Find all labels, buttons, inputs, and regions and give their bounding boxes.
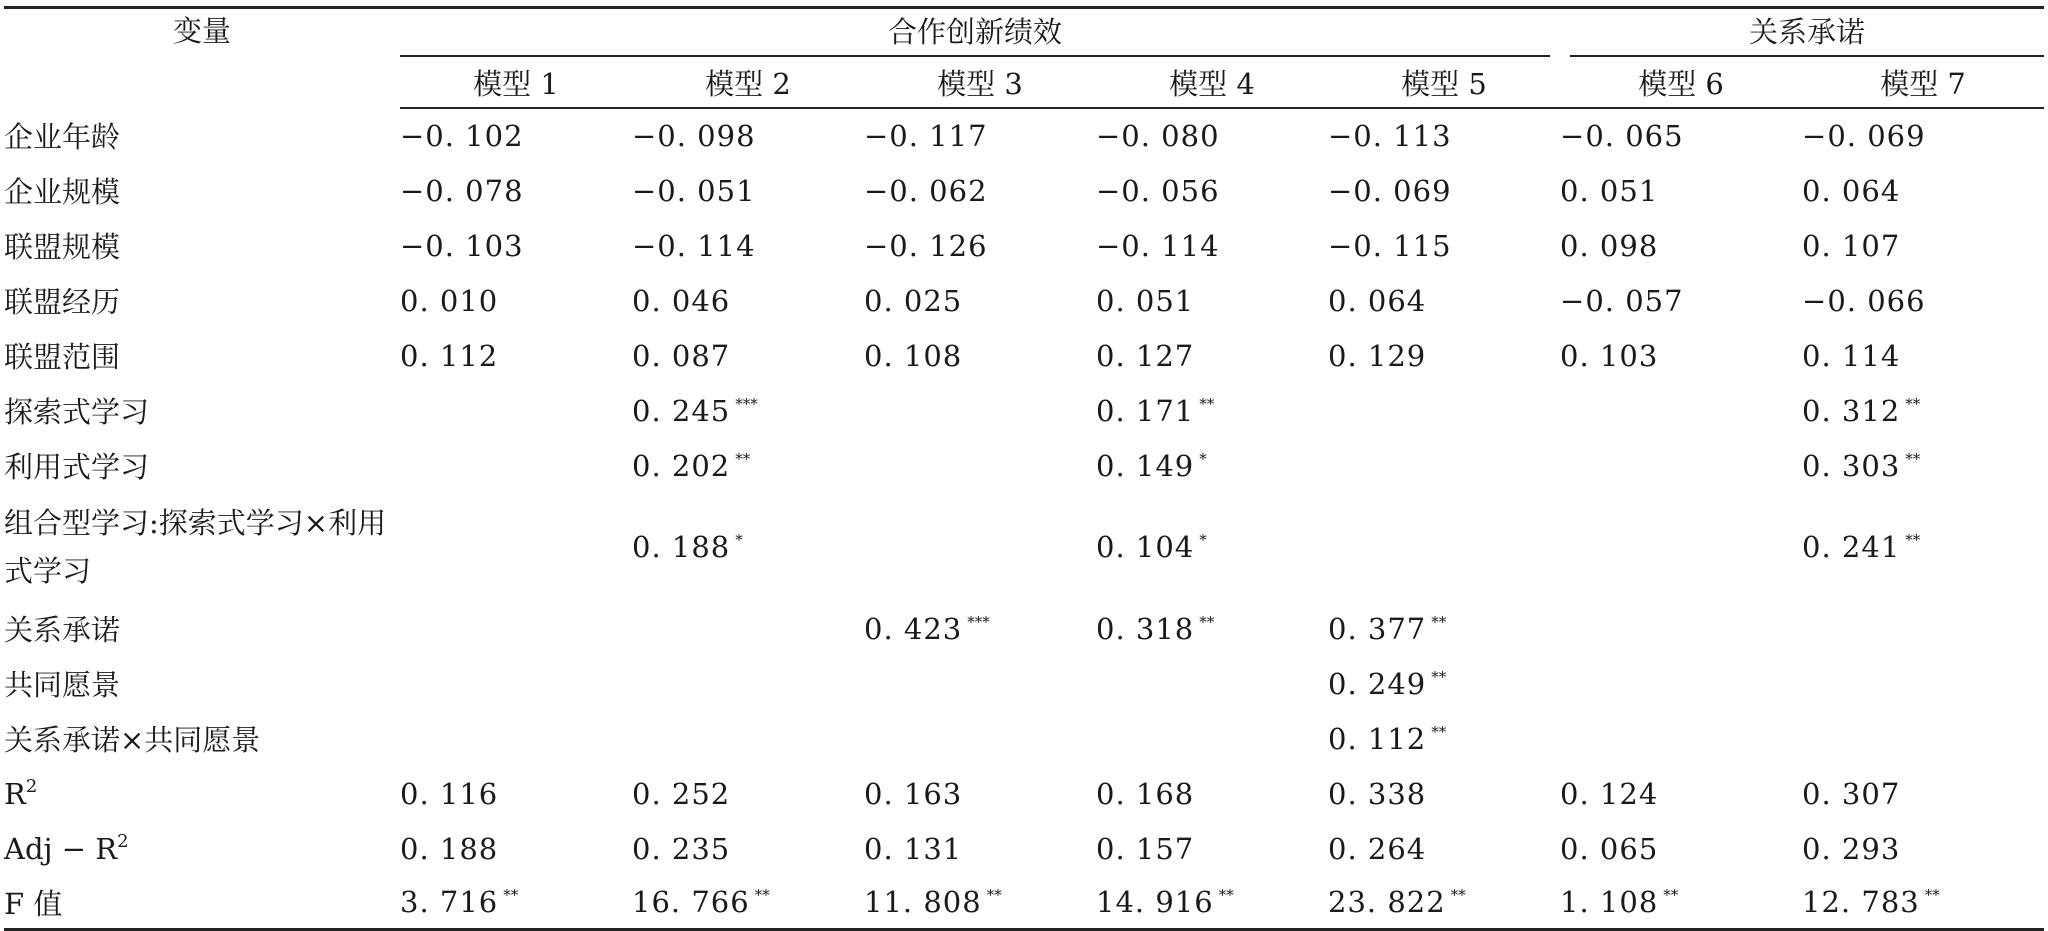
coefficient-value: −0. 080 <box>1096 119 1220 153</box>
coefficient-value: −0. 051 <box>632 173 756 208</box>
coefficient-value: 0. 235 <box>632 831 731 866</box>
table-row <box>4 383 2044 438</box>
table-cell <box>1328 656 1560 711</box>
coefficient-value: 0. 065 <box>1560 831 1659 866</box>
table-cell <box>1096 218 1328 273</box>
row-label-text: 探索式学习 <box>4 395 150 429</box>
coefficient-value: 0. 127 <box>1096 338 1195 373</box>
group-header-commitment <box>1560 8 2044 58</box>
table-cell <box>400 273 632 328</box>
regression-table <box>4 6 2044 931</box>
coefficient-value: −0. 113 <box>1328 119 1452 153</box>
table-row <box>4 821 2044 876</box>
coefficient-value: 3. 716 <box>400 885 499 919</box>
coefficient-value: 0. 104 <box>1096 530 1195 564</box>
significance-marker: ** <box>1450 886 1466 904</box>
coefficient-value: 0. 149 <box>1096 448 1195 483</box>
significance-marker: ** <box>1905 394 1921 413</box>
coefficient-value: 12. 783 <box>1802 885 1920 919</box>
table-cell <box>1328 601 1560 656</box>
table-cell <box>400 163 632 218</box>
table-cell <box>1560 656 1802 711</box>
table-cell <box>1802 766 2044 821</box>
table-cell <box>400 821 632 876</box>
table-cell <box>1328 876 1560 930</box>
coefficient-value: 0. 249 <box>1328 666 1427 701</box>
table-cell <box>1560 218 1802 273</box>
row-label <box>4 876 400 930</box>
table-cell <box>1802 656 2044 711</box>
table-cell <box>1802 218 2044 273</box>
table-row <box>4 601 2044 656</box>
coefficient-value: 0. 051 <box>1560 173 1659 208</box>
table-cell <box>632 876 864 930</box>
table-cell <box>864 218 1096 273</box>
coefficient-value: −0. 065 <box>1560 119 1684 153</box>
row-label <box>4 163 400 218</box>
row-label-text: 关系承诺×共同愿景 <box>4 723 261 757</box>
table-cell <box>864 438 1096 493</box>
table-cell <box>1096 766 1328 821</box>
table-cell <box>1096 328 1328 383</box>
coefficient-value: 0. 107 <box>1802 228 1901 263</box>
table-cell <box>400 328 632 383</box>
coefficient-value: 0. 025 <box>864 283 963 318</box>
table-cell <box>1328 273 1560 328</box>
coefficient-value: 0. 188 <box>632 530 731 564</box>
table-cell <box>1560 438 1802 493</box>
row-label-text: 组合型学习:探索式学习×利用式学习 <box>4 506 387 588</box>
table-cell <box>1096 656 1328 711</box>
table-row <box>4 711 2044 766</box>
coefficient-value: −0. 069 <box>1802 119 1926 153</box>
table-cell <box>1802 438 2044 493</box>
table-cell <box>864 163 1096 218</box>
group-header-row <box>4 8 2044 58</box>
table-cell <box>632 711 864 766</box>
table-cell <box>400 656 632 711</box>
model-header-1: 模型 1 <box>400 57 632 108</box>
significance-marker: ** <box>1431 722 1447 741</box>
table-cell <box>1096 108 1328 163</box>
coefficient-value: −0. 062 <box>864 173 988 208</box>
coefficient-value: −0. 057 <box>1560 283 1684 318</box>
table-cell <box>1096 383 1328 438</box>
table-cell <box>632 108 864 163</box>
table-cell <box>1802 108 2044 163</box>
table-cell <box>864 273 1096 328</box>
coefficient-value: 0. 064 <box>1802 173 1901 208</box>
model-header-4: 模型 4 <box>1096 57 1328 108</box>
table-cell <box>1328 821 1560 876</box>
table-cell <box>1802 383 2044 438</box>
group-header-innovation <box>400 8 1560 58</box>
table-cell <box>1560 273 1802 328</box>
coefficient-value: 0. 046 <box>632 283 731 318</box>
row-label-text: R <box>4 777 26 811</box>
row-label-superscript: 2 <box>25 776 38 797</box>
table-row <box>4 218 2044 273</box>
table-cell <box>1328 108 1560 163</box>
table-cell <box>1560 601 1802 656</box>
significance-marker: ** <box>1199 394 1215 413</box>
coefficient-value: 0. 103 <box>1560 338 1659 373</box>
table-cell <box>1802 711 2044 766</box>
coefficient-value: −0. 126 <box>864 228 988 263</box>
table-cell <box>1802 601 2044 656</box>
coefficient-value: 0. 163 <box>864 776 963 811</box>
table-cell <box>1802 328 2044 383</box>
coefficient-value: 0. 171 <box>1096 393 1195 428</box>
row-label <box>4 438 400 493</box>
coefficient-value: 0. 112 <box>400 338 499 373</box>
table-cell <box>1560 163 1802 218</box>
row-label-text: 利用式学习 <box>4 450 150 484</box>
row-label <box>4 711 400 766</box>
row-label <box>4 328 400 383</box>
table-cell <box>1328 711 1560 766</box>
table-cell <box>1328 163 1560 218</box>
table-cell <box>864 493 1096 601</box>
coefficient-value: 0. 124 <box>1560 776 1659 811</box>
variable-header: 变量 <box>172 14 231 48</box>
significance-marker: ** <box>1431 667 1447 686</box>
coefficient-value: 0. 129 <box>1328 338 1427 373</box>
coefficient-value: 0. 087 <box>632 338 731 373</box>
table-cell <box>1328 766 1560 821</box>
coefficient-value: 0. 318 <box>1096 611 1195 646</box>
table-cell <box>1096 493 1328 601</box>
table-cell <box>1560 876 1802 930</box>
table-body <box>4 108 2044 930</box>
coefficient-value: 16. 766 <box>632 885 750 919</box>
table-cell <box>400 493 632 601</box>
table-cell <box>864 821 1096 876</box>
table-cell <box>864 108 1096 163</box>
coefficient-value: −0. 102 <box>400 119 524 153</box>
table-cell <box>1096 601 1328 656</box>
table-row <box>4 876 2044 930</box>
coefficient-value: −0. 114 <box>1096 228 1220 263</box>
table-cell <box>1328 493 1560 601</box>
row-label-text: 联盟规模 <box>4 230 121 264</box>
table-cell <box>632 438 864 493</box>
coefficient-value: −0. 115 <box>1328 228 1452 263</box>
coefficient-value: 0. 116 <box>400 776 499 811</box>
row-label <box>4 383 400 438</box>
coefficient-value: −0. 056 <box>1096 173 1220 208</box>
coefficient-value: 0. 312 <box>1802 393 1901 428</box>
table-cell <box>400 218 632 273</box>
table-cell <box>1328 438 1560 493</box>
row-label <box>4 601 400 656</box>
coefficient-value: 0. 307 <box>1802 776 1901 811</box>
table-cell <box>632 766 864 821</box>
significance-marker: ** <box>986 886 1002 904</box>
coefficient-value: 0. 245 <box>632 393 731 428</box>
table-cell <box>1560 821 1802 876</box>
table-row <box>4 438 2044 493</box>
row-label <box>4 766 400 821</box>
coefficient-value: 1. 108 <box>1560 885 1659 919</box>
group-header-commitment-label: 关系承诺 <box>1570 10 2044 57</box>
table-cell <box>1096 273 1328 328</box>
table-cell <box>1802 273 2044 328</box>
significance-marker: ** <box>1431 612 1447 631</box>
table-cell <box>1560 108 1802 163</box>
significance-marker: ** <box>1905 449 1921 468</box>
row-label-text: 联盟范围 <box>4 340 121 374</box>
row-label-text: 关系承诺 <box>4 613 121 647</box>
row-label-text: 共同愿景 <box>4 668 121 702</box>
coefficient-value: 0. 168 <box>1096 776 1195 811</box>
row-label <box>4 493 400 601</box>
table-cell <box>1096 438 1328 493</box>
significance-marker: ** <box>1663 886 1679 904</box>
table-cell <box>1328 328 1560 383</box>
table-cell <box>632 601 864 656</box>
table-cell <box>864 711 1096 766</box>
table-cell <box>864 383 1096 438</box>
table-cell <box>864 876 1096 930</box>
coefficient-value: 0. 377 <box>1328 611 1427 646</box>
significance-marker: ** <box>735 449 751 468</box>
table-cell <box>1560 328 1802 383</box>
table-cell <box>400 601 632 656</box>
model-header-7: 模型 7 <box>1802 57 2044 108</box>
coefficient-value: −0. 066 <box>1802 283 1926 318</box>
table-cell <box>1560 493 1802 601</box>
table-cell <box>400 438 632 493</box>
coefficient-value: 0. 010 <box>400 283 499 318</box>
row-label-superscript: 2 <box>117 831 129 852</box>
coefficient-value: −0. 117 <box>864 119 988 153</box>
table-cell <box>1096 163 1328 218</box>
table-cell <box>400 383 632 438</box>
row-label <box>4 273 400 328</box>
coefficient-value: 0. 157 <box>1096 831 1195 866</box>
table-cell <box>400 876 632 930</box>
table-cell <box>864 656 1096 711</box>
table-row <box>4 493 2044 601</box>
coefficient-value: 23. 822 <box>1328 885 1446 919</box>
row-label-text: 企业规模 <box>4 175 121 209</box>
regression-table-wrap <box>0 6 2048 931</box>
coefficient-value: 0. 064 <box>1328 283 1427 318</box>
coefficient-value: 0. 131 <box>864 831 963 866</box>
coefficient-value: 0. 293 <box>1802 831 1901 866</box>
table-cell <box>1802 821 2044 876</box>
table-cell <box>400 766 632 821</box>
significance-marker: * <box>1199 449 1207 468</box>
coefficient-value: −0. 098 <box>632 119 756 153</box>
significance-marker: ** <box>1218 886 1234 904</box>
table-cell <box>1328 218 1560 273</box>
coefficient-value: −0. 114 <box>632 228 756 263</box>
table-row <box>4 766 2044 821</box>
model-header-5: 模型 5 <box>1328 57 1560 108</box>
significance-marker: ** <box>754 886 770 904</box>
significance-marker: ** <box>1905 531 1921 549</box>
table-cell <box>1096 821 1328 876</box>
table-cell <box>1560 766 1802 821</box>
coefficient-value: 0. 338 <box>1328 776 1427 811</box>
coefficient-value: 0. 188 <box>400 831 499 866</box>
table-cell <box>632 383 864 438</box>
coefficient-value: 0. 112 <box>1328 721 1427 756</box>
significance-marker: *** <box>735 394 758 413</box>
coefficient-value: 0. 241 <box>1802 530 1901 564</box>
row-label-text: Adj − R <box>4 832 118 866</box>
table-cell <box>1802 163 2044 218</box>
table-cell <box>1328 383 1560 438</box>
table-cell <box>632 273 864 328</box>
table-cell <box>632 328 864 383</box>
table-row <box>4 163 2044 218</box>
group-header-innovation-label: 合作创新绩效 <box>400 10 1550 57</box>
coefficient-value: 0. 252 <box>632 776 731 811</box>
table-cell <box>400 108 632 163</box>
table-cell <box>400 711 632 766</box>
coefficient-value: 0. 303 <box>1802 448 1901 483</box>
coefficient-value: 0. 264 <box>1328 831 1427 866</box>
significance-marker: ** <box>1199 612 1215 631</box>
row-label <box>4 821 400 876</box>
table-row <box>4 656 2044 711</box>
coefficient-value: 14. 916 <box>1096 885 1214 919</box>
coefficient-value: 0. 114 <box>1802 338 1901 373</box>
coefficient-value: −0. 069 <box>1328 173 1452 208</box>
table-row <box>4 273 2044 328</box>
row-label <box>4 218 400 273</box>
table-cell <box>632 163 864 218</box>
coefficient-value: 11. 808 <box>864 885 982 919</box>
coefficient-value: −0. 103 <box>400 228 524 263</box>
coefficient-value: 0. 423 <box>864 611 963 646</box>
coefficient-value: 0. 108 <box>864 338 963 373</box>
table-cell <box>864 328 1096 383</box>
table-cell <box>1096 711 1328 766</box>
table-cell <box>1802 876 2044 930</box>
row-label-text: F 值 <box>4 886 63 921</box>
coefficient-value: 0. 051 <box>1096 283 1195 318</box>
table-cell <box>864 766 1096 821</box>
row-label <box>4 656 400 711</box>
model-header-3: 模型 3 <box>864 57 1096 108</box>
coefficient-value: 0. 098 <box>1560 228 1659 263</box>
table-cell <box>632 218 864 273</box>
significance-marker: * <box>735 531 743 549</box>
model-header-2: 模型 2 <box>632 57 864 108</box>
table-cell <box>1802 493 2044 601</box>
table-cell <box>864 601 1096 656</box>
table-row <box>4 328 2044 383</box>
row-label-text: 联盟经历 <box>4 285 121 319</box>
table-cell <box>632 656 864 711</box>
row-label <box>4 108 400 163</box>
table-cell <box>1096 876 1328 930</box>
significance-marker: ** <box>503 886 519 904</box>
significance-marker: *** <box>967 612 990 631</box>
model-header-6: 模型 6 <box>1560 57 1802 108</box>
table-cell <box>1560 711 1802 766</box>
coefficient-value: −0. 078 <box>400 173 524 208</box>
table-cell <box>1560 383 1802 438</box>
significance-marker: * <box>1199 531 1207 549</box>
table-cell <box>632 821 864 876</box>
coefficient-value: 0. 202 <box>632 448 731 483</box>
table-cell <box>632 493 864 601</box>
significance-marker: ** <box>1924 886 1940 904</box>
table-row <box>4 108 2044 163</box>
row-label-text: 企业年龄 <box>4 120 121 154</box>
